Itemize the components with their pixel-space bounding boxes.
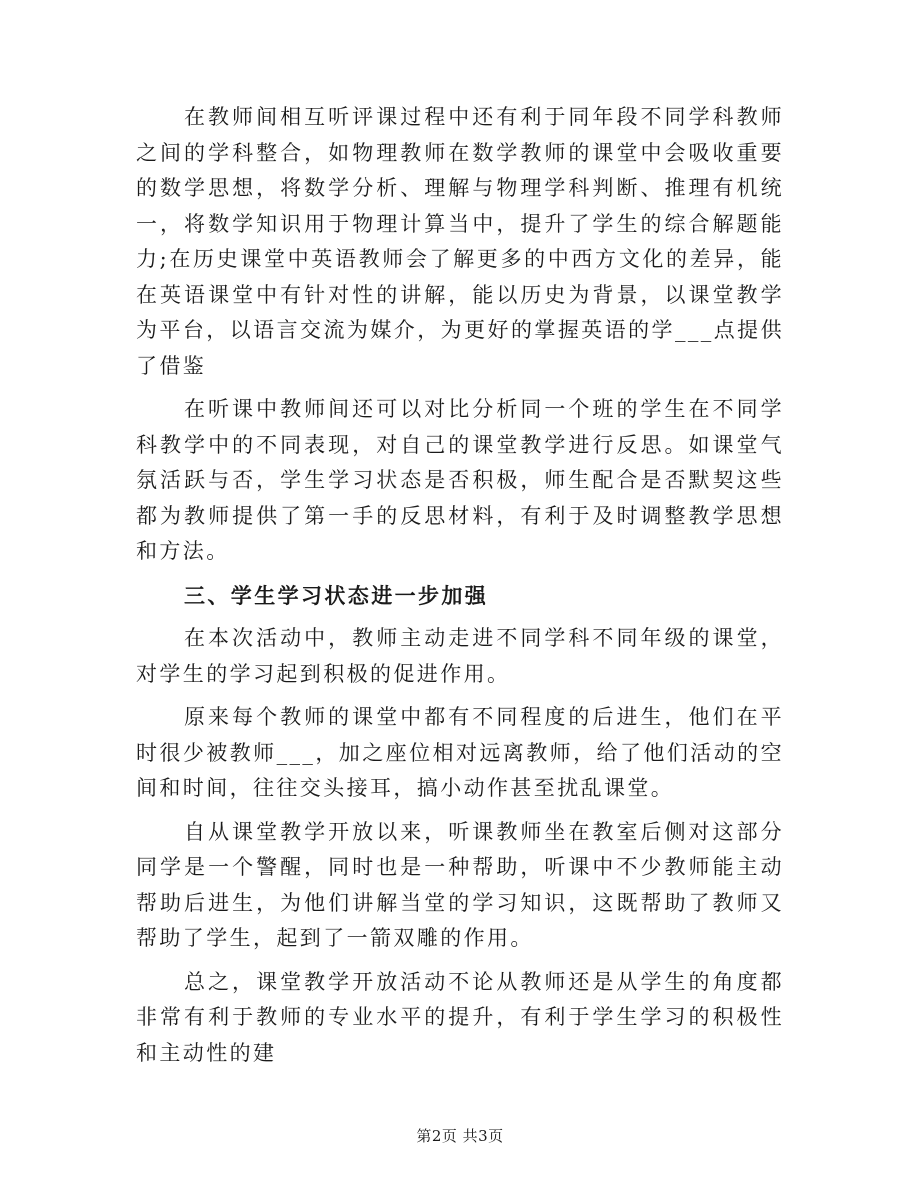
paragraph-activity: 在本次活动中，教师主动走进不同学科不同年级的课堂，对学生的学习起到积极的促进作用。: [136, 626, 784, 686]
paragraph-reflection: 在听课中教师间还可以对比分析同一个班的学生在不同学科教学中的不同表现，对自己的课堂教学进行反思。如课堂气氛活跃与否，学生学习状态是否积极，师生配合是否默契这些都为教师提供了第一手的反思材料，有利于及时调整教学思想和方法。: [136, 397, 784, 563]
section-heading: 三、学生学习状态进一步加强: [184, 582, 489, 608]
document-body: [136, 100, 784, 1071]
paragraph-subject-integration: 在教师间相互听评课过程中还有利于同年段不同学科教师之间的学科整合，如物理教师在数学教师的课堂中会吸收重要的数学思想，将数学分析、理解与物理学科判断、推理有机统一，将数学知识用于物理计算当中，提升了学生的综合解题能力;在历史课堂中英语教师会了解更多的中西方文化的差异，能在英语课堂中有针对性的讲解，能以历史为背景，以课堂教学为平台，以语言交流为媒介，为更好的掌握英语的学___点提供了借鉴: [136, 105, 784, 378]
paragraph-open-class: 自从课堂教学开放以来，听课教师坐在教室后侧对这部分同学是一个警醒，同时也是一种帮助，听课中不少教师能主动帮助后进生，为他们讲解当堂的学习知识，这既帮助了教师又帮助了学生，起到了一箭双雕的作用。: [136, 819, 784, 950]
paragraph-struggling-students: 原来每个教师的课堂中都有不同程度的后进生，他们在平时很少被教师___，加之座位相对远离教师，给了他们活动的空间和时间，往往交头接耳，搞小动作甚至扰乱课堂。: [136, 705, 784, 800]
paragraph-summary: 总之，课堂教学开放活动不论从教师还是从学生的角度都非常有利于教师的专业水平的提升，有利于学生学习的积极性和主动性的建: [136, 969, 784, 1065]
page-number: 第2页 共3页: [416, 1127, 504, 1145]
